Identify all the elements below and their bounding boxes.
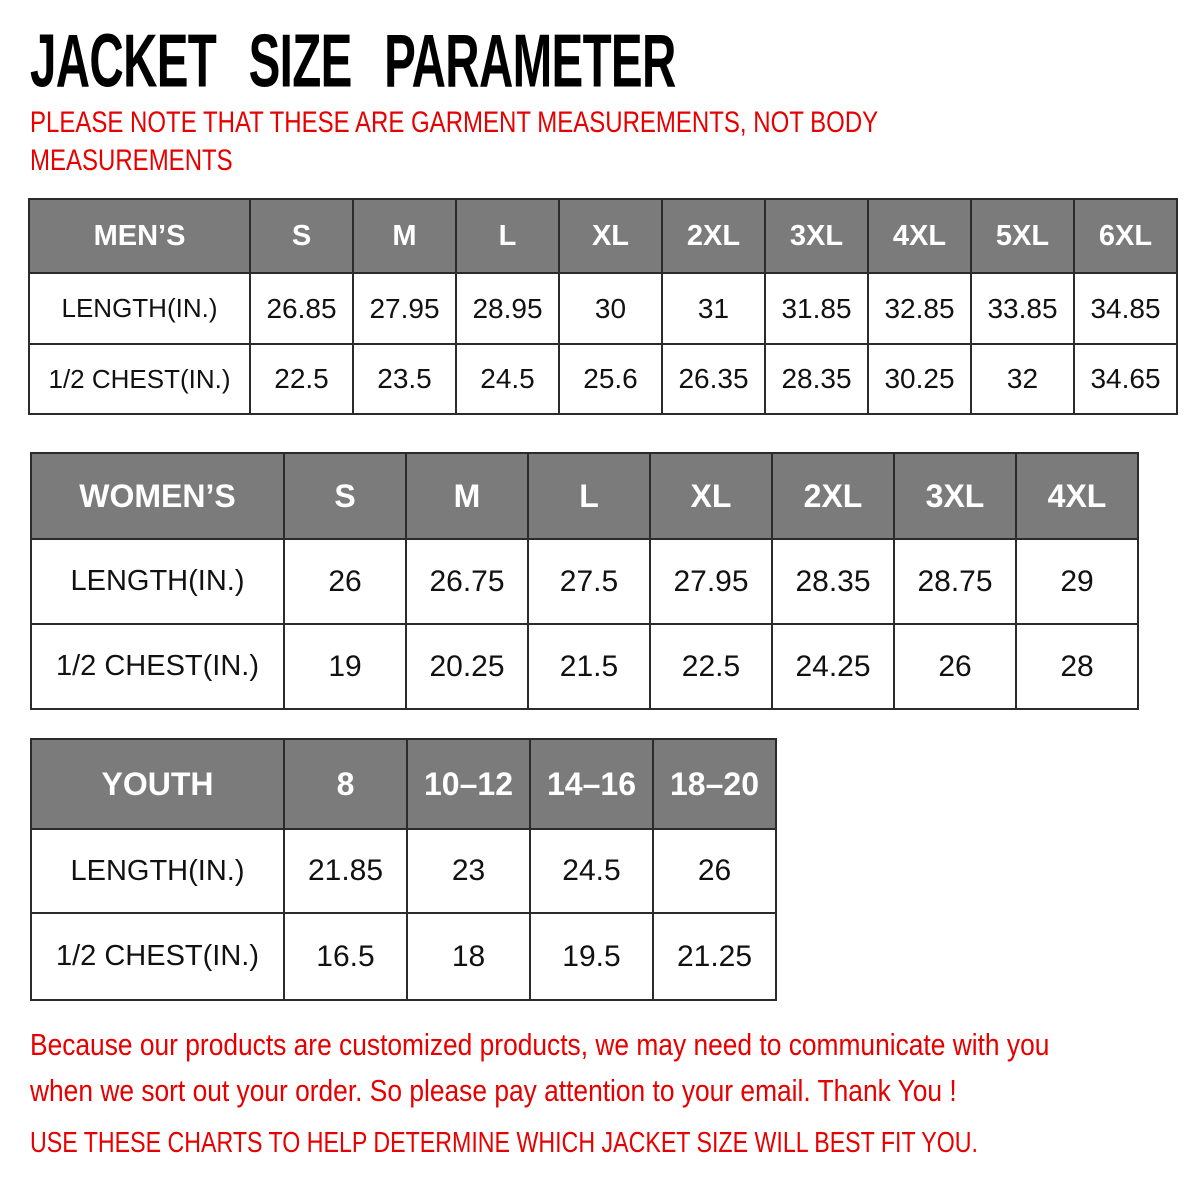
size-column-header: XL [559, 199, 662, 273]
size-value-cell: 30.25 [868, 344, 971, 414]
youth-header-row [31, 739, 776, 829]
size-value-cell: 29 [1016, 539, 1138, 624]
size-value-cell: 24.5 [530, 829, 653, 913]
size-value-cell: 22.5 [250, 344, 353, 414]
customization-notice-line-2: when we sort out your order. So please pay attention to your email. Thank You ! [30, 1073, 957, 1108]
table-row [31, 913, 776, 1000]
table-row [31, 539, 1138, 624]
womens-group-label: WOMEN’S [31, 453, 284, 539]
size-column-header: 14–16 [530, 739, 653, 829]
size-value-cell: 18 [407, 913, 530, 1000]
size-value-cell: 33.85 [971, 273, 1074, 344]
size-column-header: 4XL [1016, 453, 1138, 539]
size-value-cell: 24.25 [772, 624, 894, 709]
size-column-header: 8 [284, 739, 407, 829]
size-column-header: 6XL [1074, 199, 1177, 273]
size-column-header: 3XL [894, 453, 1016, 539]
size-value-cell: 32.85 [868, 273, 971, 344]
size-value-cell: 28 [1016, 624, 1138, 709]
youth-size-table [30, 738, 777, 1001]
size-value-cell: 28.35 [765, 344, 868, 414]
size-value-cell: 31.85 [765, 273, 868, 344]
measurement-row-label: 1/2 CHEST(IN.) [31, 913, 284, 1000]
size-column-header: M [353, 199, 456, 273]
mens-size-table [28, 198, 1178, 415]
measurement-row-label: LENGTH(IN.) [31, 829, 284, 913]
womens-header-row [31, 453, 1138, 539]
size-value-cell: 19 [284, 624, 406, 709]
garment-note-line-1: PLEASE NOTE THAT THESE ARE GARMENT MEASUREMENTS, NOT BODY [30, 106, 879, 139]
size-value-cell: 28.35 [772, 539, 894, 624]
table-row [31, 624, 1138, 709]
table-row [31, 829, 776, 913]
table-row [29, 273, 1177, 344]
size-value-cell: 31 [662, 273, 765, 344]
size-value-cell: 34.85 [1074, 273, 1177, 344]
size-value-cell: 28.75 [894, 539, 1016, 624]
size-value-cell: 27.95 [353, 273, 456, 344]
customization-notice [30, 1022, 1049, 1114]
mens-group-label: MEN’S [29, 199, 250, 273]
measurement-row-label: LENGTH(IN.) [29, 273, 250, 344]
size-value-cell: 26.85 [250, 273, 353, 344]
size-value-cell: 26 [284, 539, 406, 624]
size-value-cell: 23.5 [353, 344, 456, 414]
size-column-header: M [406, 453, 528, 539]
garment-note-line-2: MEASUREMENTS [30, 144, 233, 177]
size-value-cell: 26 [653, 829, 776, 913]
size-column-header: 10–12 [407, 739, 530, 829]
youth-group-label: YOUTH [31, 739, 284, 829]
size-value-cell: 21.85 [284, 829, 407, 913]
size-value-cell: 28.95 [456, 273, 559, 344]
size-column-header: 2XL [772, 453, 894, 539]
fit-advice-line: USE THESE CHARTS TO HELP DETERMINE WHICH JACKET SIZE WILL BEST FIT YOU. [30, 1127, 978, 1159]
size-column-header: 2XL [662, 199, 765, 273]
size-value-cell: 30 [559, 273, 662, 344]
size-value-cell: 26 [894, 624, 1016, 709]
size-value-cell: 25.6 [559, 344, 662, 414]
mens-header-row [29, 199, 1177, 273]
size-value-cell: 23 [407, 829, 530, 913]
size-value-cell: 19.5 [530, 913, 653, 1000]
size-column-header: L [528, 453, 650, 539]
size-column-header: L [456, 199, 559, 273]
size-value-cell: 34.65 [1074, 344, 1177, 414]
size-value-cell: 22.5 [650, 624, 772, 709]
size-column-header: S [284, 453, 406, 539]
size-value-cell: 32 [971, 344, 1074, 414]
size-value-cell: 20.25 [406, 624, 528, 709]
size-value-cell: 24.5 [456, 344, 559, 414]
size-value-cell: 21.25 [653, 913, 776, 1000]
size-column-header: 3XL [765, 199, 868, 273]
measurement-row-label: 1/2 CHEST(IN.) [31, 624, 284, 709]
size-column-header: S [250, 199, 353, 273]
size-value-cell: 21.5 [528, 624, 650, 709]
size-column-header: XL [650, 453, 772, 539]
size-value-cell: 27.5 [528, 539, 650, 624]
garment-measurements-note [30, 104, 878, 180]
measurement-row-label: 1/2 CHEST(IN.) [29, 344, 250, 414]
measurement-row-label: LENGTH(IN.) [31, 539, 284, 624]
customization-notice-line-1: Because our products are customized products, we may need to communicate with you [30, 1027, 1050, 1062]
page-title: JACKET SIZE PARAMETER [30, 19, 676, 104]
size-value-cell: 26.35 [662, 344, 765, 414]
womens-size-table [30, 452, 1139, 710]
size-column-header: 18–20 [653, 739, 776, 829]
size-value-cell: 27.95 [650, 539, 772, 624]
size-column-header: 5XL [971, 199, 1074, 273]
size-column-header: 4XL [868, 199, 971, 273]
table-row [29, 344, 1177, 414]
size-value-cell: 16.5 [284, 913, 407, 1000]
size-value-cell: 26.75 [406, 539, 528, 624]
